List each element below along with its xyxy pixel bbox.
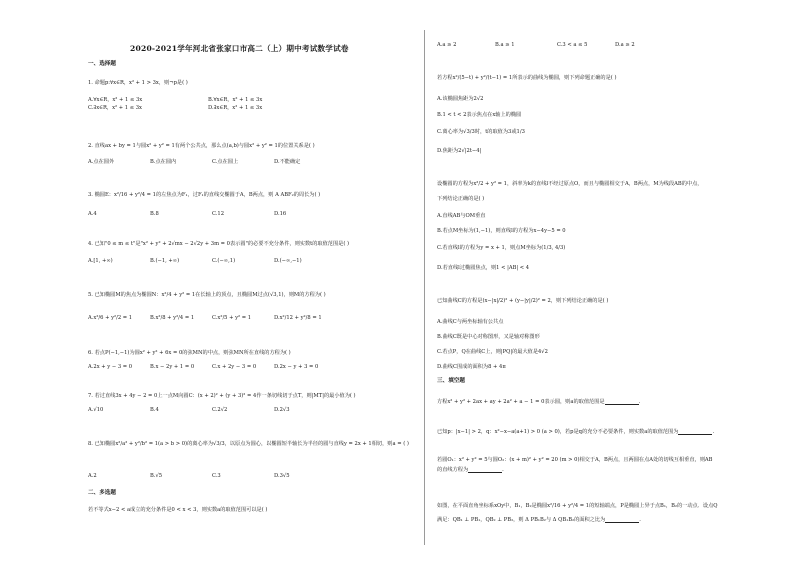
question-16-tail: 满足：QB₁ ⊥ PB₁，QB₂ ⊥ PB₂，则 Δ PB₁B₂与 Δ QB₁B₂的面积之比为 [437, 517, 606, 523]
page-title: 2020-2021学年河北省张家口市高二（上）期中考试数学试卷 [130, 44, 349, 53]
option-d: D.x²/12 + y²/8 = 1 [274, 315, 322, 321]
option-b: B.a ≥ 1 [495, 42, 515, 48]
question-15-tail: 的直线方程为 [437, 467, 469, 473]
section-multi-choice: 二、多选题 [88, 490, 116, 496]
section-single-choice: 一、选择题 [88, 61, 116, 67]
option-d: D.焦距为2√|2t−4| [437, 148, 482, 154]
option-d: D.a ≥ 2 [615, 42, 635, 48]
option-a: A.2x + y − 3 = 0 [88, 364, 133, 370]
option-c: C.3 < a ≤ 5 [557, 42, 588, 48]
question-9: 若不等式x−2 < a成立的充分条件是0 < x < 3，则实数a的取值范围可以是( ) [88, 507, 268, 513]
option-b: B.8 [150, 211, 159, 217]
question-10: 若方程x²/(5−t) + y²/(t−1) = 1所表示的曲线为椭圆，则下列命题正确的是( ) [437, 75, 617, 81]
answer-blank [605, 517, 639, 523]
option-c: C.点在圆上 [212, 159, 239, 165]
question-8: 8. 已知椭圆x²/a² + y²/b² = 1(a > b > 0)的离心率为√3/3，以原点为圆心，以椭圆短半轴长为半径的圆与直线y = 2x + 1相切，则a = ( ) [88, 441, 409, 447]
option-b: B.x − 2y + 1 = 0 [150, 364, 195, 370]
question-15: 若圆O₁：x² + y² = 5与圆O₂：(x + m)² + y² = 20 (m > 0)相交于A，B两点，且两圆在点A处的切线互相垂直，则AB [437, 457, 713, 463]
answer-blank [678, 429, 712, 435]
option-a: A.a ≥ 2 [437, 42, 457, 48]
option-a: A.4 [88, 211, 97, 217]
option-d: D.曲线C围成的面积为8 + 4π [437, 364, 506, 370]
option-b: B.曲线C既是中心对称图形，又是轴对称图形 [437, 334, 540, 340]
option-a: A.该椭圆焦距为2√2 [437, 96, 484, 102]
option-d: D.(−∞,−1) [274, 258, 302, 264]
option-b: B.√5 [150, 473, 163, 479]
option-d: D.16 [274, 211, 287, 217]
option-c: C.12 [212, 211, 225, 217]
question-5: 5. 已知椭圆M的焦点为椭圆N：x²/4 + y² = 1在长轴上的顶点，且椭圆M过点(√3,1)，则M的方程为( ) [88, 292, 326, 298]
option-c: C.若点P，Q在曲线C上，则|PQ|的最大值是4√2 [437, 349, 548, 355]
left-column [88, 0, 413, 562]
question-13-text: 方程x² + y² + 2ax + ay + 2a² + a − 1 = 0表示圆，则a的取值范围是 [437, 399, 605, 405]
option-c: C.x + 2y − 3 = 0 [212, 364, 257, 370]
question-11: 设椭圆的方程为x²/2 + y² = 1，斜率为k的直线l不经过原点O，而且与椭圆相交于A，B两点，M为线段AB的中点， [437, 181, 703, 187]
option-b: B.1 < t < 2表示焦点在x轴上的椭圆 [437, 112, 522, 118]
option-c: C.∃x∈R，x² + 1 ≤ 3x [88, 105, 142, 111]
question-7: 7. 若过直线3x + 4y − 2 = 0上一点M向圆C：(x + 2)² + (y + 3)² = 4作一条切线切于点T，则|MT|的最小值为( ) [88, 393, 356, 399]
option-a: A.点在圆外 [88, 159, 115, 165]
answer-blank [468, 467, 502, 473]
option-b: B.∀x∈R，x² + 1 ≤ 3x [208, 97, 263, 103]
option-d: D.2√3 [274, 407, 290, 413]
question-16-line2: 满足：QB₁ ⊥ PB₁，QB₂ ⊥ PB₂，则 Δ PB₁B₂与 Δ QB₁B₂的面积之比为 . [437, 517, 641, 523]
option-a: A.直线AB与OM垂直 [437, 213, 486, 219]
option-d: D.不能确定 [274, 159, 301, 165]
section-fill-blank: 三、填空题 [437, 378, 465, 384]
option-c: C.(−∞,1) [212, 258, 236, 264]
question-2: 2. 直线ax + by = 1与圆x² + y² = 1有两个公共点，那么点(a,b)与圆x² + y² = 1的位置关系是( ) [88, 143, 315, 149]
option-c: C.x²/5 + y² = 1 [212, 315, 252, 321]
option-a: A.x²/6 + y²/2 = 1 [88, 315, 133, 321]
option-a: A.2 [88, 473, 97, 479]
question-14: 已知p：|x−1| > 2，q：x²−x−a(a+1) > 0 (a > 0)，若p是q的充分不必要条件，则实数a的取值范围为 . [437, 429, 715, 435]
option-b: B.点在圆内 [150, 159, 177, 165]
answer-blank [605, 399, 639, 405]
question-6: 6. 若点P(−1,−1)为圆x² + y² + 6x = 0的弦MN的中点，则弦MN所在直线的方程为( ) [88, 350, 291, 356]
question-11-line2: 下列结论正确的是( ) [437, 196, 485, 202]
option-b: B.x²/8 + y²/4 = 1 [150, 315, 195, 321]
option-b: B.4 [150, 407, 159, 413]
question-12: 已知曲线C的方程是(x−|x|/2)² + (y−|y|/2)² = 2，则下列结论正确的是( ) [437, 298, 609, 304]
option-a: A.[1, +∞) [88, 258, 113, 264]
option-c: C.若直线l的方程为y = x + 1，则点M坐标为(1/3, 4/3) [437, 245, 566, 251]
question-15-line2: 的直线方程为 . [437, 467, 504, 473]
option-d: D.∃x∈R，x² + 1 ≤ 3x [208, 105, 263, 111]
question-14-text: 已知p：|x−1| > 2，q：x²−x−a(a+1) > 0 (a > 0)，若p是q的充分不必要条件，则实数a的取值范围为 [437, 429, 679, 435]
right-column [437, 0, 779, 562]
question-1: 1. 命题p:∀x∈R，x² + 1 > 3x，则¬p是( ) [88, 80, 188, 86]
option-b: B.(−1, +∞) [150, 258, 180, 264]
question-3: 3. 椭圆E：x²/16 + y²/4 = 1的左焦点为F₁，过F₁的直线交椭圆于A，B两点，则 A ABF₂的周长为( ) [88, 192, 321, 198]
question-16: 如图，在平面直角坐标系xOy中，B₁，B₂是椭圆x²/16 + y²/4 = 1的短轴端点，P是椭圆上异于点B₁，B₂的一动点．设点Q [437, 503, 718, 509]
option-c: C.2√2 [212, 407, 228, 413]
option-d: D.若直线l过椭圆焦点，则1 < |AB| < 4 [437, 265, 530, 271]
option-b: B.若点M坐标为(1,−1)，则直线l的方程为x−4y−5 = 0 [437, 228, 566, 234]
option-a: A.√10 [88, 407, 104, 413]
option-a: A.曲线C与两坐标轴有公共点 [437, 319, 504, 325]
option-c: C.离心率为√3/3时，t的取值为3或1/3 [437, 129, 525, 135]
question-4: 4. 已知"0 ≤ m ≤ t"是"x² + y² + 2√mx − 2√2y + 3m = 0表示圆"的必要不充分条件，则实数t的取值范围是( ) [88, 241, 350, 247]
option-a: A.∀x∈R，x² + 1 ≤ 3x [88, 97, 143, 103]
option-d: D.2x − y + 3 = 0 [274, 364, 319, 370]
option-d: D.3√5 [274, 473, 290, 479]
option-c: C.3 [212, 473, 221, 479]
question-13: 方程x² + y² + 2ax + ay + 2a² + a − 1 = 0表示圆，则a的取值范围是 . [437, 399, 641, 405]
column-divider [424, 30, 425, 545]
